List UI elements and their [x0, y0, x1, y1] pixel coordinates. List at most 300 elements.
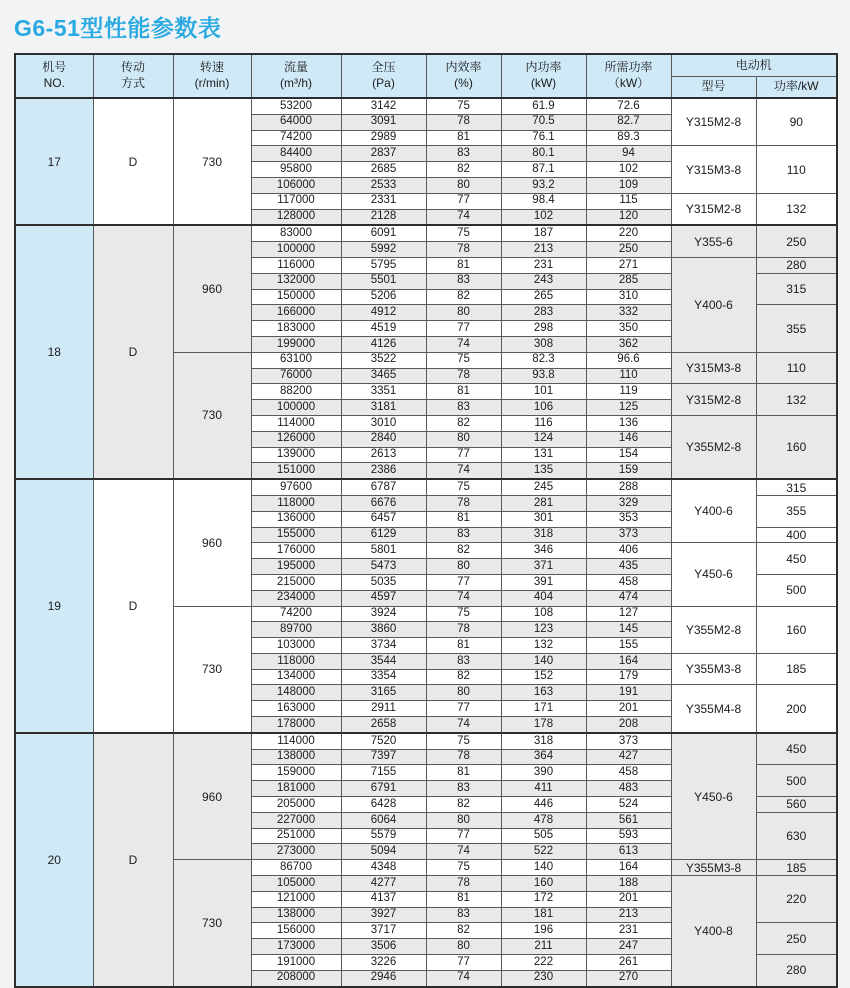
cell-required-power: 247 [586, 939, 671, 955]
col-header-power-line2: (kW) [530, 76, 557, 90]
cell-efficiency: 83 [426, 527, 501, 543]
cell-power: 178 [501, 717, 586, 733]
cell-motor-power: 185 [756, 653, 837, 685]
cell-required-power: 288 [586, 479, 671, 495]
cell-flow: 118000 [251, 495, 341, 511]
cell-power: 163 [501, 685, 586, 701]
col-header-pressure-line1: 全压 [371, 60, 396, 75]
cell-power: 318 [501, 527, 586, 543]
col-header-flow [251, 54, 341, 98]
cell-required-power: 94 [586, 146, 671, 162]
col-header-pressure-line2: (Pa) [372, 76, 395, 90]
cell-speed: 960 [173, 479, 251, 606]
cell-required-power: 125 [586, 400, 671, 416]
cell-motor-model: Y315M2-8 [671, 98, 756, 146]
cell-efficiency: 81 [426, 130, 501, 146]
cell-power: 245 [501, 479, 586, 495]
cell-motor-model: Y400-8 [671, 876, 756, 987]
cell-pressure: 7397 [341, 749, 426, 765]
cell-required-power: 82.7 [586, 114, 671, 130]
cell-pressure: 5579 [341, 828, 426, 844]
cell-power: 390 [501, 765, 586, 781]
cell-required-power: 593 [586, 828, 671, 844]
cell-efficiency: 77 [426, 193, 501, 209]
cell-power: 522 [501, 844, 586, 860]
cell-motor-power: 220 [756, 876, 837, 923]
page-title: G6-51型性能参数表 [14, 15, 222, 41]
col-header-flow-line1: 流量 [283, 60, 308, 75]
cell-pressure: 3506 [341, 939, 426, 955]
cell-no: 20 [15, 733, 93, 987]
cell-pressure: 5501 [341, 273, 426, 289]
cell-flow: 159000 [251, 765, 341, 781]
cell-pressure: 7155 [341, 765, 426, 781]
cell-motor-model: Y450-6 [671, 733, 756, 860]
cell-motor-model: Y355M4-8 [671, 685, 756, 733]
cell-flow: 132000 [251, 273, 341, 289]
cell-drive: D [93, 225, 173, 479]
cell-pressure: 3010 [341, 415, 426, 431]
cell-efficiency: 74 [426, 844, 501, 860]
cell-motor-power: 315 [756, 479, 837, 495]
cell-flow: 89700 [251, 622, 341, 638]
cell-power: 318 [501, 733, 586, 749]
cell-power: 298 [501, 321, 586, 337]
cell-flow: 251000 [251, 828, 341, 844]
cell-flow: 150000 [251, 289, 341, 305]
cell-pressure: 3354 [341, 669, 426, 685]
cell-required-power: 350 [586, 321, 671, 337]
cell-flow: 74200 [251, 606, 341, 622]
cell-speed: 730 [173, 860, 251, 987]
col-header-drive [93, 54, 173, 98]
cell-required-power: 127 [586, 606, 671, 622]
cell-power: 124 [501, 431, 586, 447]
cell-efficiency: 81 [426, 384, 501, 400]
cell-motor-power: 110 [756, 352, 837, 384]
cell-speed: 960 [173, 733, 251, 860]
cell-motor-power: 132 [756, 384, 837, 416]
cell-efficiency: 81 [426, 891, 501, 907]
cell-motor-model: Y355M2-8 [671, 606, 756, 653]
cell-pressure: 3142 [341, 98, 426, 114]
cell-motor-power: 185 [756, 860, 837, 876]
cell-power: 93.8 [501, 368, 586, 384]
cell-flow: 151000 [251, 463, 341, 479]
cell-flow: 88200 [251, 384, 341, 400]
cell-pressure: 3465 [341, 368, 426, 384]
cell-speed: 730 [173, 98, 251, 225]
cell-required-power: 332 [586, 305, 671, 321]
cell-efficiency: 78 [426, 242, 501, 258]
cell-flow: 181000 [251, 781, 341, 797]
col-header-efficiency-line2: (%) [454, 76, 473, 90]
cell-pressure: 4597 [341, 590, 426, 606]
cell-flow: 114000 [251, 733, 341, 749]
cell-efficiency: 75 [426, 479, 501, 495]
cell-flow: 156000 [251, 923, 341, 939]
cell-power: 93.2 [501, 177, 586, 193]
cell-pressure: 5094 [341, 844, 426, 860]
cell-motor-power: 450 [756, 733, 837, 765]
cell-motor-model: Y355M3-8 [671, 653, 756, 685]
cell-flow: 273000 [251, 844, 341, 860]
cell-power: 123 [501, 622, 586, 638]
cell-power: 108 [501, 606, 586, 622]
table-row [15, 479, 837, 495]
cell-pressure: 3544 [341, 653, 426, 669]
cell-pressure: 6787 [341, 479, 426, 495]
cell-required-power: 72.6 [586, 98, 671, 114]
cell-speed: 960 [173, 225, 251, 352]
cell-pressure: 3927 [341, 907, 426, 923]
cell-pressure: 3181 [341, 400, 426, 416]
cell-motor-power: 500 [756, 765, 837, 797]
cell-motor-power: 110 [756, 146, 837, 193]
cell-efficiency: 83 [426, 146, 501, 162]
cell-pressure: 4126 [341, 336, 426, 352]
cell-motor-model: Y355-6 [671, 225, 756, 257]
cell-flow: 100000 [251, 400, 341, 416]
cell-flow: 136000 [251, 511, 341, 527]
cell-pressure: 4519 [341, 321, 426, 337]
cell-efficiency: 82 [426, 162, 501, 178]
cell-speed: 730 [173, 606, 251, 733]
cell-flow: 117000 [251, 193, 341, 209]
cell-power: 101 [501, 384, 586, 400]
col-header-motor-power: 功率/kW [756, 77, 837, 99]
cell-required-power: 373 [586, 527, 671, 543]
cell-efficiency: 78 [426, 114, 501, 130]
cell-efficiency: 78 [426, 368, 501, 384]
col-header-speed-line2: (r/min) [194, 76, 230, 90]
cell-required-power: 136 [586, 415, 671, 431]
cell-motor-model: Y355M2-8 [671, 415, 756, 479]
cell-required-power: 362 [586, 336, 671, 352]
cell-motor-model: Y400-6 [671, 479, 756, 543]
col-header-motor-group: 电动机 [671, 54, 837, 77]
cell-motor-power: 250 [756, 923, 837, 955]
cell-power: 171 [501, 701, 586, 717]
col-header-required-power [586, 54, 671, 98]
cell-efficiency: 77 [426, 574, 501, 590]
cell-efficiency: 80 [426, 177, 501, 193]
cell-pressure: 2386 [341, 463, 426, 479]
cell-flow: 53200 [251, 98, 341, 114]
cell-flow: 95800 [251, 162, 341, 178]
cell-power: 283 [501, 305, 586, 321]
cell-flow: 76000 [251, 368, 341, 384]
cell-motor-power: 160 [756, 606, 837, 653]
cell-required-power: 435 [586, 559, 671, 575]
cell-power: 446 [501, 797, 586, 813]
cell-pressure: 2128 [341, 209, 426, 225]
cell-flow: 215000 [251, 574, 341, 590]
cell-pressure: 6457 [341, 511, 426, 527]
cell-motor-power: 90 [756, 98, 837, 146]
cell-motor-power: 280 [756, 955, 837, 987]
cell-flow: 138000 [251, 907, 341, 923]
col-header-no-line2: NO. [43, 76, 65, 90]
cell-power: 152 [501, 669, 586, 685]
cell-efficiency: 81 [426, 511, 501, 527]
cell-pressure: 2613 [341, 447, 426, 463]
cell-power: 222 [501, 955, 586, 971]
cell-required-power: 271 [586, 257, 671, 273]
cell-flow: 191000 [251, 955, 341, 971]
cell-efficiency: 82 [426, 923, 501, 939]
col-header-power [501, 54, 586, 98]
cell-required-power: 310 [586, 289, 671, 305]
cell-required-power: 146 [586, 431, 671, 447]
cell-efficiency: 74 [426, 209, 501, 225]
col-header-drive-line1: 传动 [120, 60, 145, 75]
cell-required-power: 483 [586, 781, 671, 797]
cell-pressure: 7520 [341, 733, 426, 749]
cell-power: 301 [501, 511, 586, 527]
cell-power: 87.1 [501, 162, 586, 178]
cell-pressure: 6428 [341, 797, 426, 813]
cell-pressure: 5473 [341, 559, 426, 575]
cell-flow: 178000 [251, 717, 341, 733]
cell-motor-power: 560 [756, 797, 837, 813]
cell-pressure: 6064 [341, 812, 426, 828]
cell-power: 82.3 [501, 352, 586, 368]
cell-efficiency: 78 [426, 622, 501, 638]
cell-flow: 83000 [251, 225, 341, 241]
cell-power: 131 [501, 447, 586, 463]
cell-pressure: 6791 [341, 781, 426, 797]
col-header-no [15, 54, 93, 98]
cell-efficiency: 78 [426, 749, 501, 765]
cell-pressure: 3734 [341, 638, 426, 654]
cell-required-power: 120 [586, 209, 671, 225]
cell-pressure: 3226 [341, 955, 426, 971]
cell-pressure: 6129 [341, 527, 426, 543]
cell-required-power: 329 [586, 495, 671, 511]
cell-power: 172 [501, 891, 586, 907]
cell-pressure: 5206 [341, 289, 426, 305]
cell-efficiency: 82 [426, 669, 501, 685]
cell-efficiency: 83 [426, 907, 501, 923]
cell-flow: 118000 [251, 653, 341, 669]
cell-required-power: 159 [586, 463, 671, 479]
cell-motor-model: Y315M3-8 [671, 352, 756, 384]
cell-flow: 195000 [251, 559, 341, 575]
cell-pressure: 6676 [341, 495, 426, 511]
cell-flow: 84400 [251, 146, 341, 162]
cell-power: 116 [501, 415, 586, 431]
cell-pressure: 2837 [341, 146, 426, 162]
cell-required-power: 109 [586, 177, 671, 193]
cell-power: 102 [501, 209, 586, 225]
cell-power: 281 [501, 495, 586, 511]
cell-power: 391 [501, 574, 586, 590]
cell-required-power: 613 [586, 844, 671, 860]
cell-pressure: 3351 [341, 384, 426, 400]
cell-efficiency: 81 [426, 765, 501, 781]
cell-efficiency: 74 [426, 590, 501, 606]
cell-flow: 173000 [251, 939, 341, 955]
cell-power: 70.5 [501, 114, 586, 130]
cell-power: 98.4 [501, 193, 586, 209]
cell-flow: 86700 [251, 860, 341, 876]
col-header-efficiency-line1: 内效率 [445, 60, 482, 75]
cell-flow: 63100 [251, 352, 341, 368]
cell-efficiency: 75 [426, 606, 501, 622]
cell-power: 140 [501, 653, 586, 669]
cell-flow: 199000 [251, 336, 341, 352]
cell-drive: D [93, 479, 173, 733]
cell-motor-power: 630 [756, 812, 837, 859]
cell-power: 211 [501, 939, 586, 955]
cell-motor-model: Y315M2-8 [671, 384, 756, 416]
cell-required-power: 201 [586, 701, 671, 717]
table-body [15, 98, 837, 987]
cell-flow: 227000 [251, 812, 341, 828]
table-row [15, 225, 837, 241]
cell-required-power: 179 [586, 669, 671, 685]
table-row [15, 98, 837, 114]
col-header-speed [173, 54, 251, 98]
cell-required-power: 188 [586, 876, 671, 892]
cell-power: 478 [501, 812, 586, 828]
cell-no: 19 [15, 479, 93, 733]
cell-speed: 730 [173, 352, 251, 479]
cell-power: 505 [501, 828, 586, 844]
cell-flow: 116000 [251, 257, 341, 273]
cell-efficiency: 74 [426, 717, 501, 733]
col-header-no-line1: 机号 [42, 60, 67, 75]
cell-pressure: 2840 [341, 431, 426, 447]
cell-drive: D [93, 98, 173, 225]
cell-required-power: 458 [586, 765, 671, 781]
cell-power: 243 [501, 273, 586, 289]
cell-pressure: 5801 [341, 543, 426, 559]
cell-required-power: 110 [586, 368, 671, 384]
cell-required-power: 201 [586, 891, 671, 907]
cell-pressure: 2911 [341, 701, 426, 717]
cell-flow: 100000 [251, 242, 341, 258]
cell-motor-power: 250 [756, 225, 837, 257]
cell-pressure: 4137 [341, 891, 426, 907]
cell-required-power: 373 [586, 733, 671, 749]
cell-required-power: 561 [586, 812, 671, 828]
cell-power: 230 [501, 970, 586, 986]
cell-motor-power: 160 [756, 415, 837, 479]
cell-efficiency: 80 [426, 685, 501, 701]
cell-flow: 74200 [251, 130, 341, 146]
cell-efficiency: 80 [426, 812, 501, 828]
cell-flow: 176000 [251, 543, 341, 559]
cell-power: 61.9 [501, 98, 586, 114]
cell-pressure: 3522 [341, 352, 426, 368]
cell-flow: 103000 [251, 638, 341, 654]
cell-pressure: 5795 [341, 257, 426, 273]
col-header-power-line1: 内功率 [525, 60, 562, 75]
cell-flow: 121000 [251, 891, 341, 907]
cell-required-power: 458 [586, 574, 671, 590]
cell-required-power: 353 [586, 511, 671, 527]
cell-efficiency: 77 [426, 828, 501, 844]
cell-motor-power: 315 [756, 273, 837, 305]
cell-power: 411 [501, 781, 586, 797]
cell-required-power: 285 [586, 273, 671, 289]
col-header-pressure [341, 54, 426, 98]
cell-power: 231 [501, 257, 586, 273]
cell-required-power: 191 [586, 685, 671, 701]
cell-efficiency: 82 [426, 543, 501, 559]
cell-efficiency: 80 [426, 939, 501, 955]
cell-efficiency: 80 [426, 305, 501, 321]
cell-flow: 234000 [251, 590, 341, 606]
cell-motor-power: 132 [756, 193, 837, 225]
cell-efficiency: 82 [426, 289, 501, 305]
cell-required-power: 155 [586, 638, 671, 654]
cell-efficiency: 74 [426, 463, 501, 479]
cell-motor-model: Y450-6 [671, 543, 756, 606]
cell-flow: 163000 [251, 701, 341, 717]
cell-efficiency: 80 [426, 559, 501, 575]
cell-required-power: 208 [586, 717, 671, 733]
cell-motor-model: Y315M3-8 [671, 146, 756, 193]
cell-required-power: 474 [586, 590, 671, 606]
cell-power: 80.1 [501, 146, 586, 162]
cell-required-power: 102 [586, 162, 671, 178]
cell-motor-power: 280 [756, 257, 837, 273]
cell-flow: 134000 [251, 669, 341, 685]
cell-pressure: 3924 [341, 606, 426, 622]
cell-power: 265 [501, 289, 586, 305]
cell-required-power: 119 [586, 384, 671, 400]
cell-efficiency: 83 [426, 653, 501, 669]
col-header-required-power-line2: （kW） [607, 76, 650, 90]
cell-power: 196 [501, 923, 586, 939]
cell-required-power: 524 [586, 797, 671, 813]
cell-required-power: 164 [586, 860, 671, 876]
cell-efficiency: 75 [426, 98, 501, 114]
performance-table [14, 53, 838, 988]
col-header-efficiency [426, 54, 501, 98]
cell-flow: 97600 [251, 479, 341, 495]
cell-flow: 208000 [251, 970, 341, 986]
cell-power: 135 [501, 463, 586, 479]
cell-required-power: 427 [586, 749, 671, 765]
cell-motor-model: Y315M2-8 [671, 193, 756, 225]
cell-required-power: 250 [586, 242, 671, 258]
cell-flow: 64000 [251, 114, 341, 130]
cell-power: 140 [501, 860, 586, 876]
cell-power: 308 [501, 336, 586, 352]
cell-motor-power: 355 [756, 495, 837, 527]
cell-pressure: 4348 [341, 860, 426, 876]
cell-flow: 105000 [251, 876, 341, 892]
cell-efficiency: 77 [426, 701, 501, 717]
cell-pressure: 3717 [341, 923, 426, 939]
cell-power: 371 [501, 559, 586, 575]
col-header-required-power-line1: 所需功率 [604, 60, 653, 75]
cell-pressure: 4277 [341, 876, 426, 892]
table-row [15, 733, 837, 749]
cell-flow: 183000 [251, 321, 341, 337]
cell-efficiency: 78 [426, 876, 501, 892]
cell-efficiency: 81 [426, 638, 501, 654]
cell-flow: 126000 [251, 431, 341, 447]
cell-efficiency: 82 [426, 797, 501, 813]
cell-drive: D [93, 733, 173, 987]
cell-pressure: 4912 [341, 305, 426, 321]
cell-efficiency: 74 [426, 970, 501, 986]
